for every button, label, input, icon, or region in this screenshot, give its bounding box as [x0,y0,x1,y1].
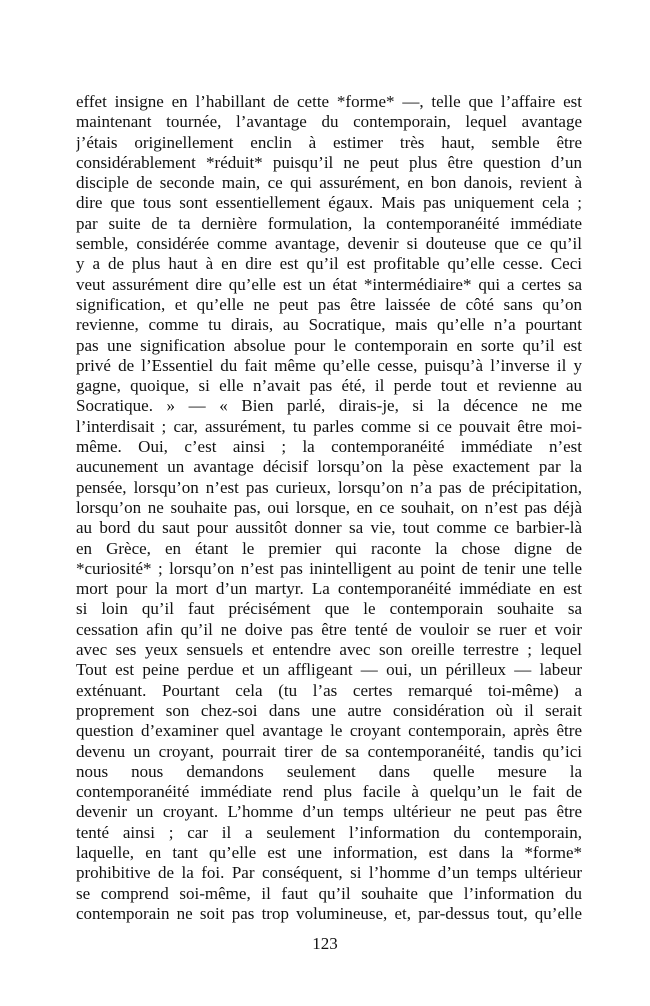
text-line: Socratique. » — « Bien parlé, dirais-je, si la décence ne me [76,396,582,416]
text-line: tenté ainsi ; car il a seulement l’information du contemporain, [76,822,582,842]
text-line: laquelle, en tant qu’elle est une information, est dans la *forme* [76,842,582,862]
text-line: l’interdisait ; car, assurément, tu parles comme si ce pouvait être moi- [76,416,582,436]
text-line: exténuant. Pourtant cela (tu l’as certes remarqué toi-même) a [76,680,582,700]
text-line: pensée, lorsqu’on n’est pas curieux, lorsqu’on n’a pas de précipitation, [76,477,582,497]
text-line: en Grèce, en étant le premier qui raconte la chose digne de [76,538,582,558]
text-line: question d’examiner quel avantage le croyant contemporain, après être [76,721,582,741]
text-line: contemporain ne soit pas trop volumineuse, et, par-dessus tout, qu’elle [76,903,582,923]
text-line: dire que tous sont essentiellement égaux. Mais pas uniquement cela ; [76,193,582,213]
text-line: lorsqu’on ne souhaite pas, oui lorsque, en ce souhait, on n’est pas déjà [76,497,582,517]
text-line: *curiosité* ; lorsqu’on n’est pas inintelligent au point de tenir une telle [76,558,582,578]
text-line: devenu un croyant, pourrait tirer de sa contemporanéité, tandis qu’ici [76,741,582,761]
text-line: effet insigne en l’habillant de cette *forme* —, telle que l’affaire est [76,92,582,111]
text-line: même. Oui, c’est ainsi ; la contemporanéité immédiate n’est [76,437,582,457]
text-line: disciple de seconde main, ce qui assurément, en bon danois, revient à [76,173,582,193]
text-line: mort pour la mort d’un martyr. La contemporanéité immédiate en est [76,579,582,599]
text-line: j’étais originellement enclin à estimer très haut, semble être [76,132,582,152]
text-line: y a de plus haut à en dire est qu’il est profitable qu’elle cesse. Ceci [76,254,582,274]
text-line: prohibitive de la foi. Par conséquent, si l’homme d’un temps ultérieur [76,863,582,883]
text-line: contemporanéité immédiate rend plus facile à quelqu’un le fait de [76,782,582,802]
text-line: semble, considérée comme avantage, devenir si douteuse que ce qu’il [76,234,582,254]
text-line: revienne, comme tu dirais, au Socratique, mais qu’elle n’a pourtant [76,315,582,335]
text-line: Tout est peine perdue et un affligeant — oui, un périlleux — labeur [76,660,582,680]
text-line: si loin qu’il faut précisément que le contemporain souhaite sa [76,599,582,619]
text-line: signification, et qu’elle ne peut pas être laissée de côté sans qu’on [76,294,582,314]
text-line: considérablement *réduit* puisqu’il ne peut plus être question d’un [76,152,582,172]
page-number: 123 [312,934,338,953]
text-line: par suite de ta dernière formulation, la contemporanéité immédiate [76,213,582,233]
text-line: privé de l’Essentiel du fait même qu’elle cesse, puisqu’à l’inverse il y [76,355,582,375]
text-line: avec ses yeux sensuels et entendre avec son oreille terrestre ; lequel [76,640,582,660]
text-line: gagne, quoique, si elle n’avait pas été, il perde tout et revienne au [76,376,582,396]
text-line: nous nous demandons seulement dans quelle mesure la [76,761,582,781]
text-line: maintenant tournée, l’avantage du contemporain, lequel avantage [76,112,582,132]
body-text [76,92,582,924]
text-line: aucunement un avantage décisif lorsqu’on la pèse exactement par la [76,457,582,477]
text-line: pas une signification absolue pour le contemporain en sorte qu’il est [76,335,582,355]
text-line: au bord du saut pour aussitôt donner sa vie, tout comme ce barbier-là [76,518,582,538]
text-line: veut assurément dire qu’elle est un état *intermédiaire* qui a certes sa [76,274,582,294]
text-line: devenir un croyant. L’homme d’un temps ultérieur ne peut pas être [76,802,582,822]
text-line: proprement son chez-soi dans une autre considération où il serait [76,700,582,720]
text-line: cessation afin qu’il ne doive pas être tenté de vouloir se ruer et voir [76,619,582,639]
text-line: se comprend soi-même, il faut qu’il souhaite que l’information du [76,883,582,903]
